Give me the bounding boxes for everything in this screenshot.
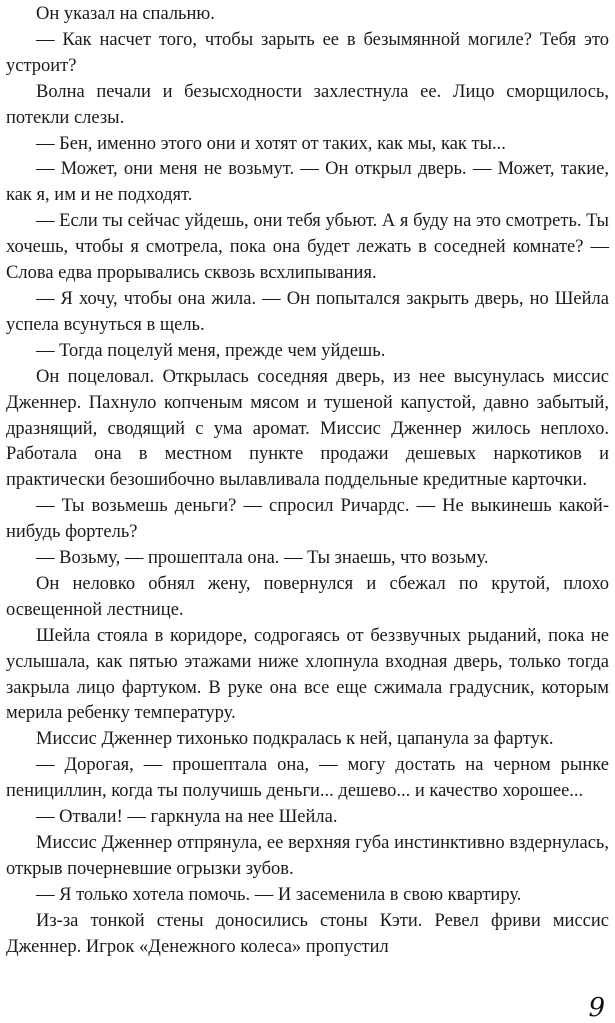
paragraph: — Ты возьмешь деньги? — спросил Ричардс. — Не выкинешь какой-нибудь фортель? — [6, 496, 609, 543]
paragraph: — Я только хотела помочь. — И засеменила в свою квартиру. — [36, 884, 522, 905]
paragraph: Он поцеловал. Открылась соседняя дверь, из нее высунулась миссис Дженнер. Пахнуло копченым мясом и тушеной капустой, давно забытый, дразнящий, сводящий с ума аромат. Миссис Дженнер жилось неплохо. Работала она в местном пункте продажи дешевых наркотиков и практически безошибочно вылавливала поддельные кредитные карточки. — [6, 366, 609, 491]
paragraph: — Тогда поцелуй меня, прежде чем уйдешь. — [36, 340, 386, 361]
paragraph: Шейла стояла в коридоре, содрогаясь от беззвучных рыданий, пока не услышала, как пятью этажами ниже хлопнула входная дверь, только тогда закрыла лицо фартуком. В руке она все еще сжимала градусник, которым мерила ребенку температуру. — [6, 625, 609, 724]
paragraph: Волна печали и безысходности захлестнула ее. Лицо сморщилось, потекли слезы. — [6, 81, 609, 128]
paragraph: — Как насчет того, чтобы зарыть ее в безымянной могиле? Тебя это устроит? — [6, 29, 609, 76]
paragraph: Миссис Дженнер тихонько подкралась к ней, цапанула за фартук. — [36, 729, 554, 750]
paragraph: — Бен, именно этого они и хотят от таких, как мы, как ты... — [36, 133, 506, 154]
page-number: 9 — [588, 993, 605, 1023]
paragraph: Он неловко обнял жену, повернулся и сбежал по крутой, плохо освещенной лестнице. — [6, 573, 609, 620]
paragraph: — Может, они меня не возьмут. — Он открыл дверь. — Может, такие, как я, им и не подходят. — [6, 159, 609, 206]
body-text — [6, 2, 609, 961]
paragraph: — Если ты сейчас уйдешь, они тебя убьют. А я буду на это смотреть. Ты хочешь, чтобы я смотрела, пока она будет лежать в соседней комнате? — Слова едва прорывались сквозь всхлипывания. — [6, 211, 609, 284]
paragraph: Миссис Дженнер отпрянула, ее верхняя губа инстинктивно вздернулась, открыв почерневшие огрызки зубов. — [6, 833, 609, 879]
paragraph: — Я хочу, чтобы она жила. — Он попытался закрыть дверь, но Шейла успела всунуться в щель. — [6, 288, 609, 335]
paragraph: Из-за тонкой стены доносились стоны Кэти. Ревел фриви миссис Дженнер. Игрок «Денежного колеса» пропустил — [6, 910, 609, 957]
paragraph: — Возьму, — прошептала она. — Ты знаешь, что возьму. — [36, 548, 489, 569]
paragraph: Он указал на спальню. — [36, 4, 215, 24]
paragraph: — Дорогая, — прошептала она, — могу достать на черном рынке пенициллин, когда ты получишь деньги... дешево... и качество хорошее... — [6, 755, 609, 802]
book-page — [6, 0, 609, 1023]
paragraph: — Отвали! — гаркнула на нее Шейла. — [36, 807, 338, 828]
